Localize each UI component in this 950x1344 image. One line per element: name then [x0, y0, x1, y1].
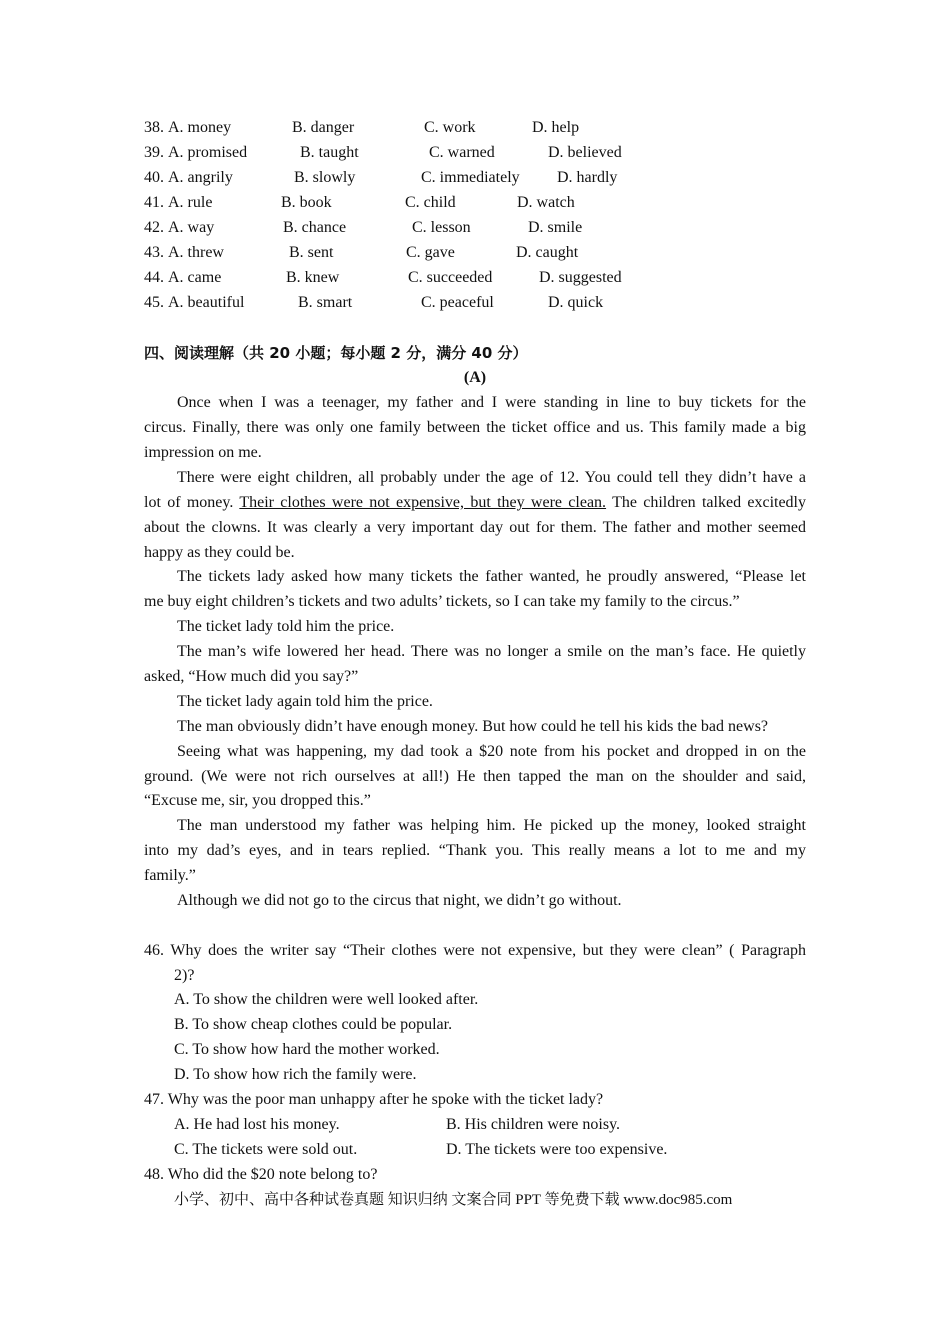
q46-option-c: C. To show how hard the mother worked. [174, 1041, 440, 1058]
passage-line: Although we did not go to the circus that night, we didn’t go without. [177, 892, 622, 909]
passage-line: The tickets lady asked how many tickets the father wanted, he proudly answered, “Please let [177, 568, 806, 585]
passage-line: impression on me. [144, 444, 262, 461]
option-c: C. immediately [421, 169, 520, 186]
option-c: C. succeeded [408, 269, 493, 286]
passage-line: There were eight children, all probably under the age of 12. You could tell they didn’t have a [177, 469, 806, 486]
passage-line: The man obviously didn’t have enough money. But how could he tell his kids the bad news? [177, 718, 769, 735]
option-d: D. hardly [557, 169, 618, 186]
option-a: A. came [168, 269, 222, 286]
option-c: C. peaceful [421, 294, 494, 311]
q46-option-a: A. To show the children were well looked after. [174, 991, 479, 1008]
option-a: A. threw [168, 244, 224, 261]
option-b: B. taught [300, 144, 359, 161]
option-b: B. slowly [294, 169, 356, 186]
option-d: D. caught [516, 244, 579, 261]
option-c: C. lesson [412, 219, 471, 236]
passage-line: ground. (We were not rich ourselves at all!) He then tapped the man on the shoulder and said, [144, 768, 806, 785]
passage-line: circus. Finally, there was only one family between the ticket office and us. This family made a big [144, 419, 806, 436]
question-number: 39. [144, 144, 164, 161]
question-47: 47. Why was the poor man unhappy after he spoke with the ticket lady? [144, 1091, 604, 1108]
option-a: A. money [168, 119, 232, 136]
passage-line: “Excuse me, sir, you dropped this.” [144, 792, 371, 809]
option-d: D. quick [548, 294, 604, 311]
option-d: D. help [532, 119, 580, 136]
q47-option-c: C. The tickets were sold out. [174, 1141, 358, 1158]
page-footer: 小学、初中、高中各种试卷真题 知识归纳 文案合同 PPT 等免费下载 www.doc985.com [174, 1192, 733, 1208]
question-number: 40. [144, 169, 164, 186]
passage-line: The man understood my father was helping him. He picked up the money, looked straight [177, 817, 806, 834]
passage-line: Once when I was a teenager, my father and I were standing in line to buy tickets for the [177, 394, 806, 411]
passage-line: family.” [144, 867, 196, 884]
option-a: A. promised [168, 144, 248, 161]
question-number: 44. [144, 269, 164, 286]
question-number: 43. [144, 244, 164, 261]
option-a: A. beautiful [168, 294, 245, 311]
option-c: C. gave [406, 244, 455, 261]
passage-line: about the clowns. It was clearly a very important day out for them. The father and mother seemed [144, 519, 806, 536]
option-b: B. book [281, 194, 332, 211]
option-a: A. way [168, 219, 215, 236]
passage-text: lot of money. [144, 494, 240, 511]
option-b: B. sent [289, 244, 334, 261]
option-d: D. smile [528, 219, 583, 236]
q46-option-b: B. To show cheap clothes could be popular. [174, 1016, 453, 1033]
option-c: C. child [405, 194, 456, 211]
passage-line: happy as they could be. [144, 544, 295, 561]
passage-line: Seeing what was happening, my dad took a $20 note from his pocket and dropped in on the [177, 743, 806, 760]
q47-option-a: A. He had lost his money. [174, 1116, 340, 1133]
question-number: 38. [144, 119, 164, 136]
option-a: A. rule [168, 194, 213, 211]
passage-label: (A) [463, 369, 487, 386]
option-c: C. warned [429, 144, 495, 161]
passage-line: asked, “How much did you say?” [144, 668, 359, 685]
option-d: D. suggested [539, 269, 622, 286]
section-title: 四、阅读理解（共 20 小题；每小题 2 分，满分 40 分） [144, 344, 528, 362]
option-b: B. chance [283, 219, 347, 236]
passage-line [144, 493, 806, 513]
passage-line: me buy eight children’s tickets and two adults’ tickets, so I can take my family to the circus.” [144, 593, 740, 610]
option-d: D. watch [517, 194, 575, 211]
passage-line: into my dad’s eyes, and in tears replied. “Thank you. This really means a lot to me and my [144, 842, 806, 859]
question-number: 45. [144, 294, 164, 311]
q47-option-d: D. The tickets were too expensive. [446, 1141, 668, 1158]
option-b: B. danger [292, 119, 355, 136]
question-46: 46. Why does the writer say “Their clothes were not expensive, but they were clean” ( Paragraph [144, 942, 806, 959]
option-b: B. knew [286, 269, 340, 286]
question-46-cont: 2)? [174, 967, 195, 984]
question-number: 41. [144, 194, 164, 211]
passage-line: The man’s wife lowered her head. There was no longer a smile on the man’s face. He quietly [177, 643, 806, 660]
underlined-sentence: Their clothes were not expensive, but they were clean. [239, 494, 607, 511]
passage-text: The children talked excitedly [606, 494, 807, 511]
option-a: A. angrily [168, 169, 233, 186]
option-b: B. smart [298, 294, 353, 311]
question-48: 48. Who did the $20 note belong to? [144, 1166, 378, 1183]
passage-line: The ticket lady again told him the price. [177, 693, 433, 710]
question-number: 42. [144, 219, 164, 236]
option-c: C. work [424, 119, 476, 136]
q47-option-b: B. His children were noisy. [446, 1116, 621, 1133]
option-d: D. believed [548, 144, 622, 161]
q46-option-d: D. To show how rich the family were. [174, 1066, 417, 1083]
passage-line: The ticket lady told him the price. [177, 618, 395, 635]
